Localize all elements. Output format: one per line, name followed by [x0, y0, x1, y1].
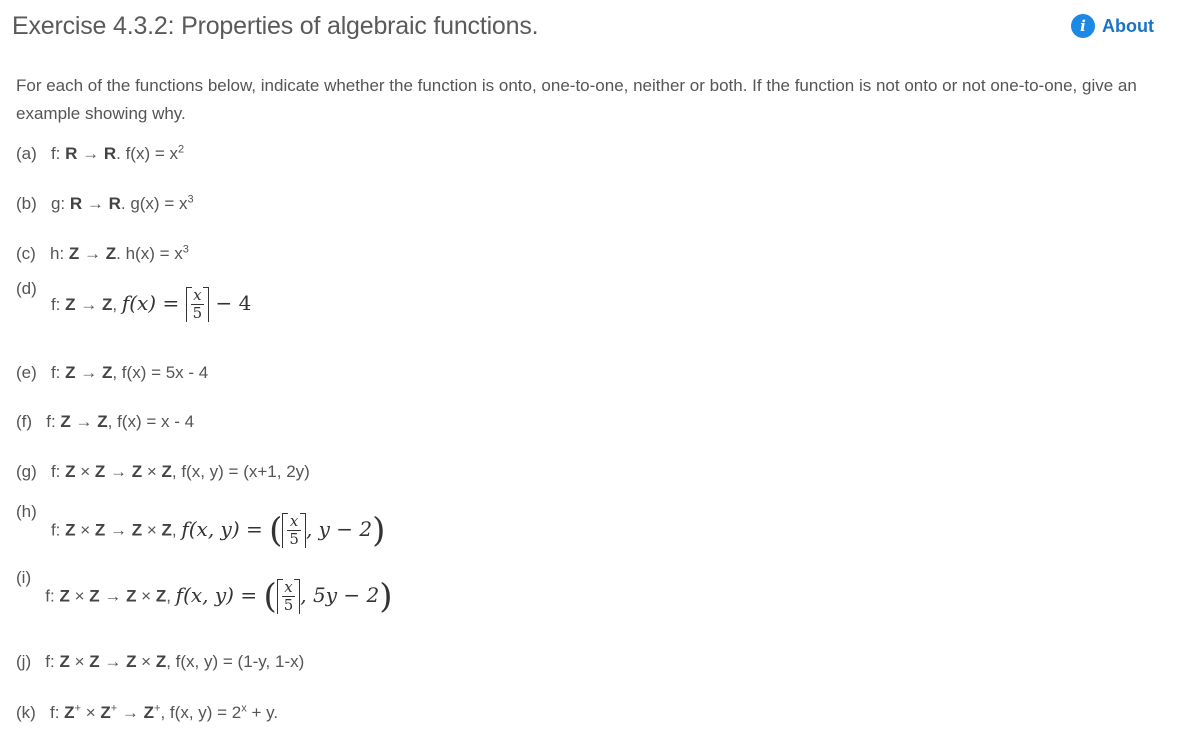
exercise-item-b	[16, 193, 194, 214]
instructions-text: For each of the functions below, indicate whether the function is onto, one-to-one, neither or both. If the function is not onto or not one-to-one, give an example showing why.	[16, 76, 1137, 123]
exercise-item-c	[16, 243, 189, 264]
item-function: f: Z+ × Z+ → Z+, f(x, $y) = 2^x + y$.	[50, 702, 279, 722]
ceiling-fraction: $\frac{x}{5}$	[186, 287, 210, 322]
exercise-item-e	[16, 363, 208, 383]
item-label: (j)	[16, 652, 32, 671]
item-function: f: Z × Z → Z × Z, f(x, y) = (1-y, 1-x)	[45, 652, 305, 671]
item-label: (h)	[16, 502, 37, 521]
ceiling-fraction: $\frac{x}{5}$	[277, 579, 301, 614]
item-function: f: Z → Z, f(x) = x - 4	[46, 412, 195, 431]
item-function: f: Z × Z → Z × Z, f(x, y) = ( $\frac{x}{5}$ , y − 2)	[50, 510, 386, 550]
exercise-item-k	[16, 702, 278, 723]
item-label: (c)	[16, 243, 36, 263]
item-function: f: Z × Z → Z × Z, f(x, y) = ( $\frac{x}{5}$ , 5y − 2)	[45, 576, 393, 616]
math-lhs: f(x, y) =	[175, 582, 258, 607]
exercise-item-g	[16, 462, 310, 482]
page-title: Exercise 4.3.2: Properties of algebraic functions.	[12, 12, 539, 40]
item-label: (b)	[16, 193, 37, 213]
about-link[interactable]	[1071, 14, 1154, 38]
item-function: g: R → R. $g(x) = x^3$	[50, 193, 194, 213]
info-icon: i	[1071, 14, 1095, 38]
exercise-item-i	[16, 568, 393, 616]
about-label: About	[1102, 15, 1154, 36]
math-lhs: f(x, y) =	[181, 516, 263, 541]
item-label: (f)	[16, 412, 33, 431]
exercise-item-f	[16, 412, 194, 432]
item-function: f: Z → Z, f(x) = 5x - 4	[50, 363, 209, 382]
item-function: h: Z → Z. $h(x) = x^3$	[50, 243, 189, 263]
item-label: (e)	[16, 363, 37, 382]
item-function: f: Z × Z → Z × Z, f(x, y) = (x+1, 2y)	[50, 462, 310, 481]
ceiling-fraction: $\frac{x}{5}$	[282, 513, 306, 548]
exercise-item-a	[16, 143, 184, 164]
item-label: (d)	[16, 279, 37, 298]
exercise-item-h	[16, 502, 386, 550]
exercise-item-j	[16, 652, 304, 672]
item-label: (g)	[16, 462, 37, 481]
math-lhs: f(x) =	[121, 291, 180, 315]
exercise-item-d	[16, 279, 252, 322]
item-function: f: R → R. $f(x) = x^2$	[50, 143, 185, 163]
item-label: (k)	[16, 702, 36, 722]
item-function: f: Z → Z, f(x) = $\frac{x}{5}$ − 4	[50, 286, 252, 322]
item-label: (i)	[16, 568, 32, 587]
item-label: (a)	[16, 143, 37, 163]
